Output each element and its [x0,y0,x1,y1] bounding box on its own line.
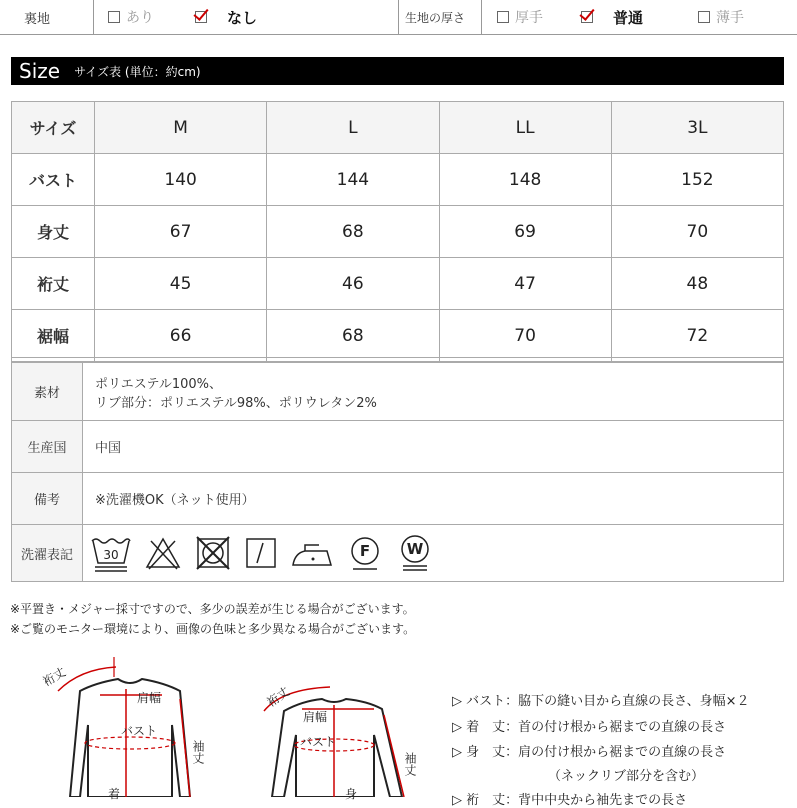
row-label-bust: バスト [12,154,95,206]
table-cell: 140 [95,154,267,206]
no-tumble-dry-icon [193,533,233,573]
material-value [83,363,784,421]
table-cell: 144 [267,154,439,206]
dry-clean-letter: F [359,542,371,560]
checkbox-checked-icon [195,11,207,23]
checkbox-unchecked-icon [497,11,509,23]
neck-rib-note: （ネックリブ部分を含む） [548,769,705,784]
size-header-l: L [267,102,439,154]
care-label: 洗濯表記 [12,525,83,582]
table-cell: 68 [267,310,439,362]
material-line: リブ部分：ポリエステル98%、ポリウレタン2% [95,395,377,411]
table-cell: 46 [267,258,439,310]
row-label-sleeve: 裄丈 [12,258,95,310]
dry-clean-f-icon [345,533,385,573]
row-label-length: 身丈 [12,206,95,258]
right-sleeve-label: 袖丈 [403,752,417,776]
wash-tub-icon [89,533,133,573]
table-cell: 152 [611,154,783,206]
lining-label: 裏地 [24,11,51,27]
table-row [12,154,784,206]
table-row [12,421,784,473]
body-length-description: ▷ 身 丈：肩の付け根から裾までの直線の長さ [452,745,727,760]
table-row [12,525,784,582]
divider [93,0,94,34]
thickness-option-normal [581,0,643,34]
option-label: なし [227,8,258,27]
no-bleach-icon [143,533,183,573]
origin-label: 生産国 [12,421,83,473]
option-label: 厚手 [515,10,543,26]
table-cell: 70 [439,310,611,362]
table-cell: 69 [439,206,611,258]
size-header-3l: 3L [611,102,783,154]
size-header-label: サイズ [12,102,95,154]
right-shoulder-label: 肩幅 [303,710,328,724]
checkbox-unchecked-icon [108,11,120,23]
size-subtitle: サイズ表 (単位：約cm) [74,64,201,79]
lining-option-ari [108,0,154,34]
thickness-label: 生地の厚さ [405,10,466,25]
right-yuki-label: 裄丈 [264,684,293,710]
table-cell: 66 [95,310,267,362]
material-line: ポリエステル100%、 [95,376,222,392]
iron-icon [289,533,335,573]
divider [398,0,399,34]
left-bust-label: バスト [121,724,158,738]
size-header-m: M [95,102,267,154]
thickness-option-thick [497,0,543,34]
table-cell: 48 [611,258,783,310]
table-cell: 148 [439,154,611,206]
wet-clean-letter: W [406,540,424,558]
table-row [12,206,784,258]
length-description: ▷ 着 丈：首の付け根から裾までの直線の長さ [452,720,727,735]
size-section-header [11,57,784,85]
wet-clean-w-icon [395,533,435,573]
size-header-ll: LL [439,102,611,154]
line-dry-icon [243,533,279,573]
fabric-spec-table [0,0,797,35]
table-row [12,310,784,362]
table-cell: 45 [95,258,267,310]
left-sleeve-label: 袖丈 [191,740,205,764]
table-row [12,473,784,525]
right-bust-label: バスト [300,735,337,749]
size-table-header-row [12,102,784,154]
lining-option-nashi [195,0,257,34]
right-length-label: 身 [345,787,358,801]
table-cell: 68 [267,206,439,258]
size-title: Size [19,59,61,83]
thickness-option-thin [698,0,744,34]
row-label-hem: 裾幅 [12,310,95,362]
table-cell: 72 [611,310,783,362]
wash-temp: 30 [103,548,119,562]
remarks-value: ※洗濯機OK（ネット使用） [83,473,784,525]
table-cell: 47 [439,258,611,310]
divider [11,357,784,358]
measurement-note: ※平置き・メジャー採寸ですので、多少の誤差が生じる場合がございます。 [10,602,415,616]
left-length-label: 着 [108,787,121,801]
table-cell: 67 [95,206,267,258]
table-cell: 70 [611,206,783,258]
checkbox-checked-icon [581,11,593,23]
checkbox-unchecked-icon [698,11,710,23]
sleeve-description: ▷ 裄 丈：背中中央から袖先までの長さ [452,793,688,808]
material-label: 素材 [12,363,83,421]
option-label: 薄手 [716,10,744,26]
table-row [12,363,784,421]
bust-description: ▷ バスト：脇下の縫い目から直線の長さ、身幅×２ [452,694,750,709]
left-yuki-label: 裄丈 [40,664,69,689]
origin-value: 中国 [83,421,784,473]
left-shoulder-label: 肩幅 [137,691,162,705]
divider [481,0,482,34]
option-label: あり [126,10,154,26]
color-note: ※ご覧のモニター環境により、画像の色味と多少異なる場合がございます。 [10,622,416,636]
option-label: 普通 [613,8,644,27]
care-symbols [83,525,784,582]
size-table [11,101,784,362]
remarks-label: 備考 [12,473,83,525]
product-info-table [11,362,784,582]
table-row [12,258,784,310]
